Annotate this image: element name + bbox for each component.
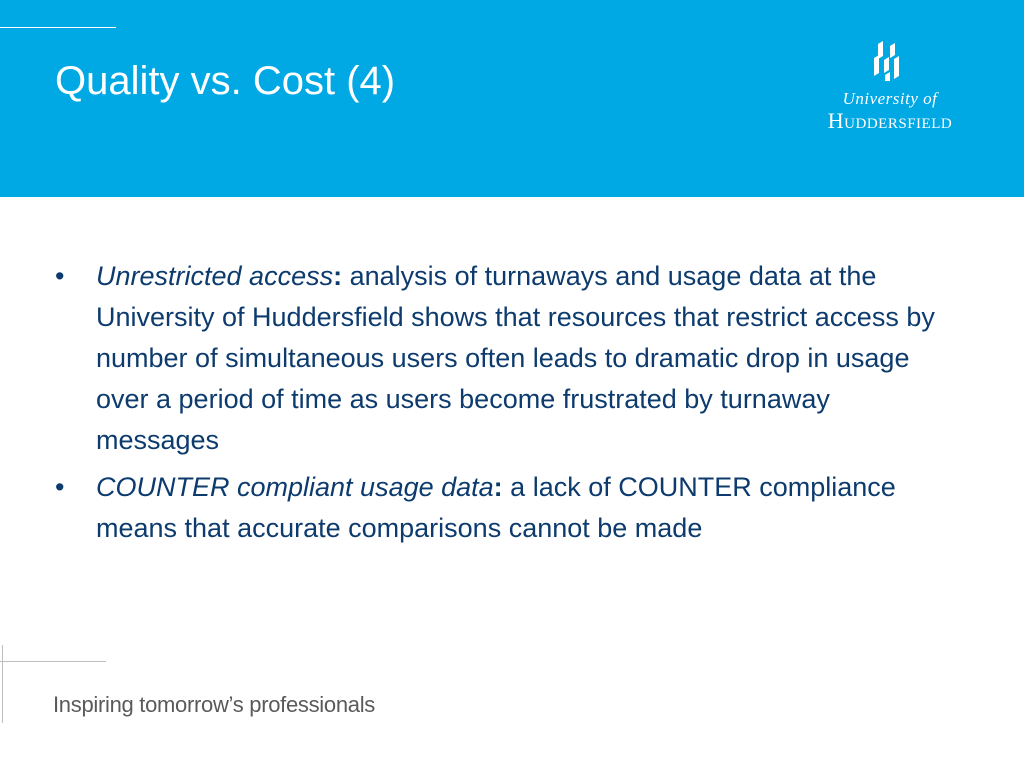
slide-body <box>55 256 955 555</box>
slide-title: Quality vs. Cost (4) <box>55 59 396 103</box>
bullet-term: COUNTER compliant usage data <box>96 472 494 502</box>
footer-tagline: Inspiring tomorrow’s professionals <box>53 692 375 717</box>
bullet-colon: : <box>493 472 503 502</box>
logo-text-university-of: University of <box>842 89 938 108</box>
bullet-text: a lack of COUNTER compliance means that accurate comparisons cannot be made <box>96 472 896 543</box>
university-logo <box>800 40 980 140</box>
bullet-text: analysis of turnaways and usage data at the University of Huddersfield shows that resources that restrict access by number of simultaneous users often leads to dramatic drop in usage over a period of time as users become frustrated by turnaway messages <box>96 261 935 455</box>
footer-horizontal-divider <box>0 661 106 662</box>
slide-header <box>0 0 1024 197</box>
header-divider <box>0 27 116 28</box>
bullet-colon: : <box>333 261 343 291</box>
bullet-item-counter-compliant <box>55 467 955 549</box>
footer-vertical-divider <box>2 645 3 723</box>
bullet-term: Unrestricted access <box>96 261 334 291</box>
bullet-list <box>55 256 955 549</box>
bullet-item-unrestricted-access <box>55 256 955 461</box>
bullet-marker: • <box>55 261 65 291</box>
logo-text-huddersfield: Huddersfield <box>827 108 953 133</box>
bullet-marker: • <box>55 472 65 502</box>
huddersfield-crest-icon <box>872 40 902 82</box>
